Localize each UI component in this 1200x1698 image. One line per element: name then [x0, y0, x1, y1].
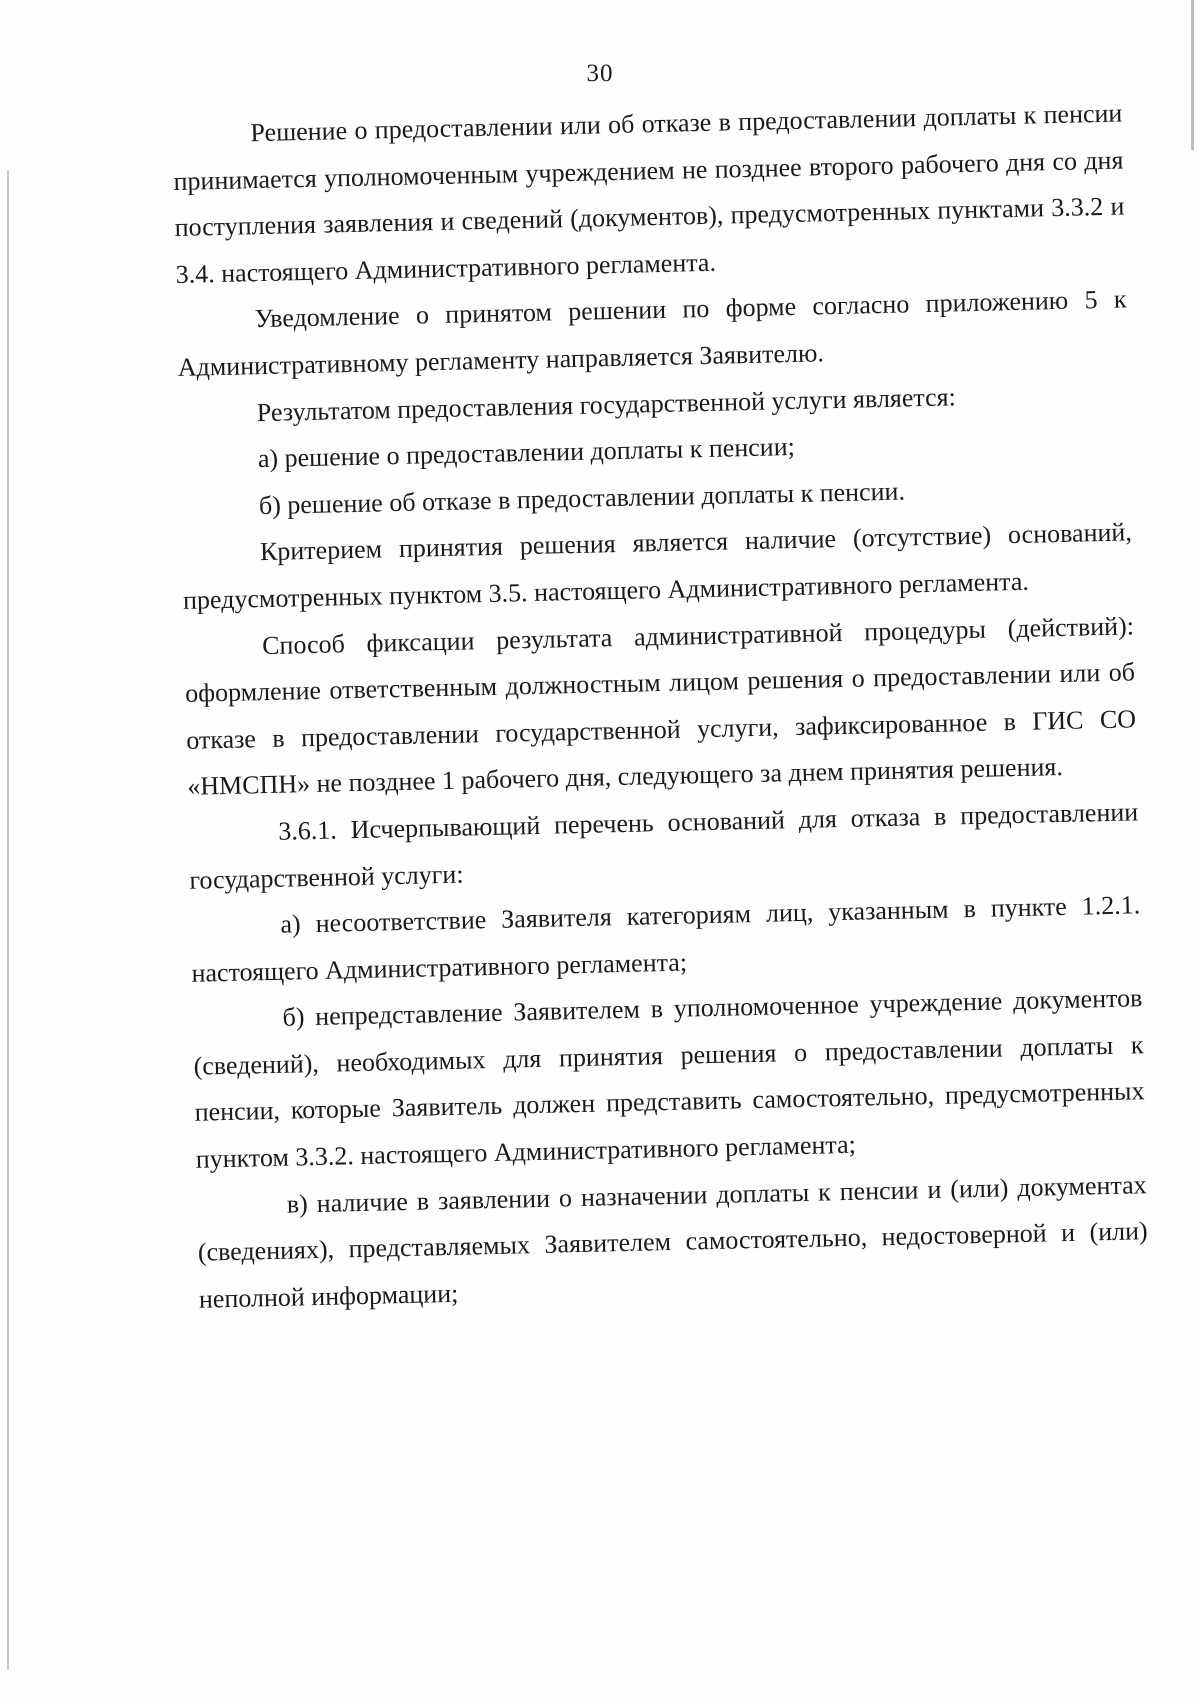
paragraph-refusal-c: в) наличие в заявлении о назначении доплаты к пенсии и (или) документах (сведениях), представляемых Заявителем самостоятельно, недостоверной и (или) неполной информации;	[197, 1169, 1148, 1314]
document-body	[172, 90, 1149, 1323]
paragraph-result-b: б) решение об отказе в предоставлении доплаты к пенсии.	[258, 476, 906, 520]
paragraph-fixation-method: Способ фиксации результата административной процедуры (действий): оформление ответственным должностным лицом решения о предоставлении или об отказе в предоставлении государственной услуги, зафиксированное в ГИС СО «НМСПН» не позднее 1 рабочего дня, следующего за днем принятия решения.	[184, 610, 1137, 802]
paragraph-criterion: Критерием принятия решения является наличие (отсутствие) оснований, предусмотренных пунктом 3.5. настоящего Административного регламента.	[182, 517, 1133, 615]
scan-edge-left	[7, 170, 9, 1670]
paragraph-section-3-6-1: 3.6.1. Исчерпывающий перечень оснований для отказа в предоставлении государственной услуги:	[189, 797, 1139, 895]
paragraph-decision-deadline: Решение о предоставлении или об отказе в предоставлении доплаты к пенсии принимается уполномоченным учреждением не позднее второго рабочего дня со дня поступления заявления и сведений (документов), предусмотренных пунктами 3.3.2 и 3.4. настоящего Административного регламента.	[173, 98, 1125, 289]
page-number: 30	[586, 60, 614, 87]
paragraph-refusal-b: б) непредставление Заявителем в уполномоченное учреждение документов (сведений), необходимых для принятия решения о предоставлении доплаты к пенсии, которые Заявитель должен представить самостоятельно, предусмотренных пунктом 3.3.2. настоящего Административного регламента;	[193, 983, 1145, 1174]
paragraph-result-a: а) решение о предоставлении доплаты к пенсии;	[257, 432, 796, 474]
paragraph-result-intro: Результатом предоставления государственной услуги является:	[256, 381, 957, 427]
paragraph-notification: Уведомление о принятом решении по форме согласно приложению 5 к Административному регламенту направляется Заявителю.	[177, 284, 1127, 382]
paragraph-refusal-a: а) несоответствие Заявителя категориям лиц, указанным в пункте 1.2.1. настоящего Административного регламента;	[191, 890, 1141, 988]
